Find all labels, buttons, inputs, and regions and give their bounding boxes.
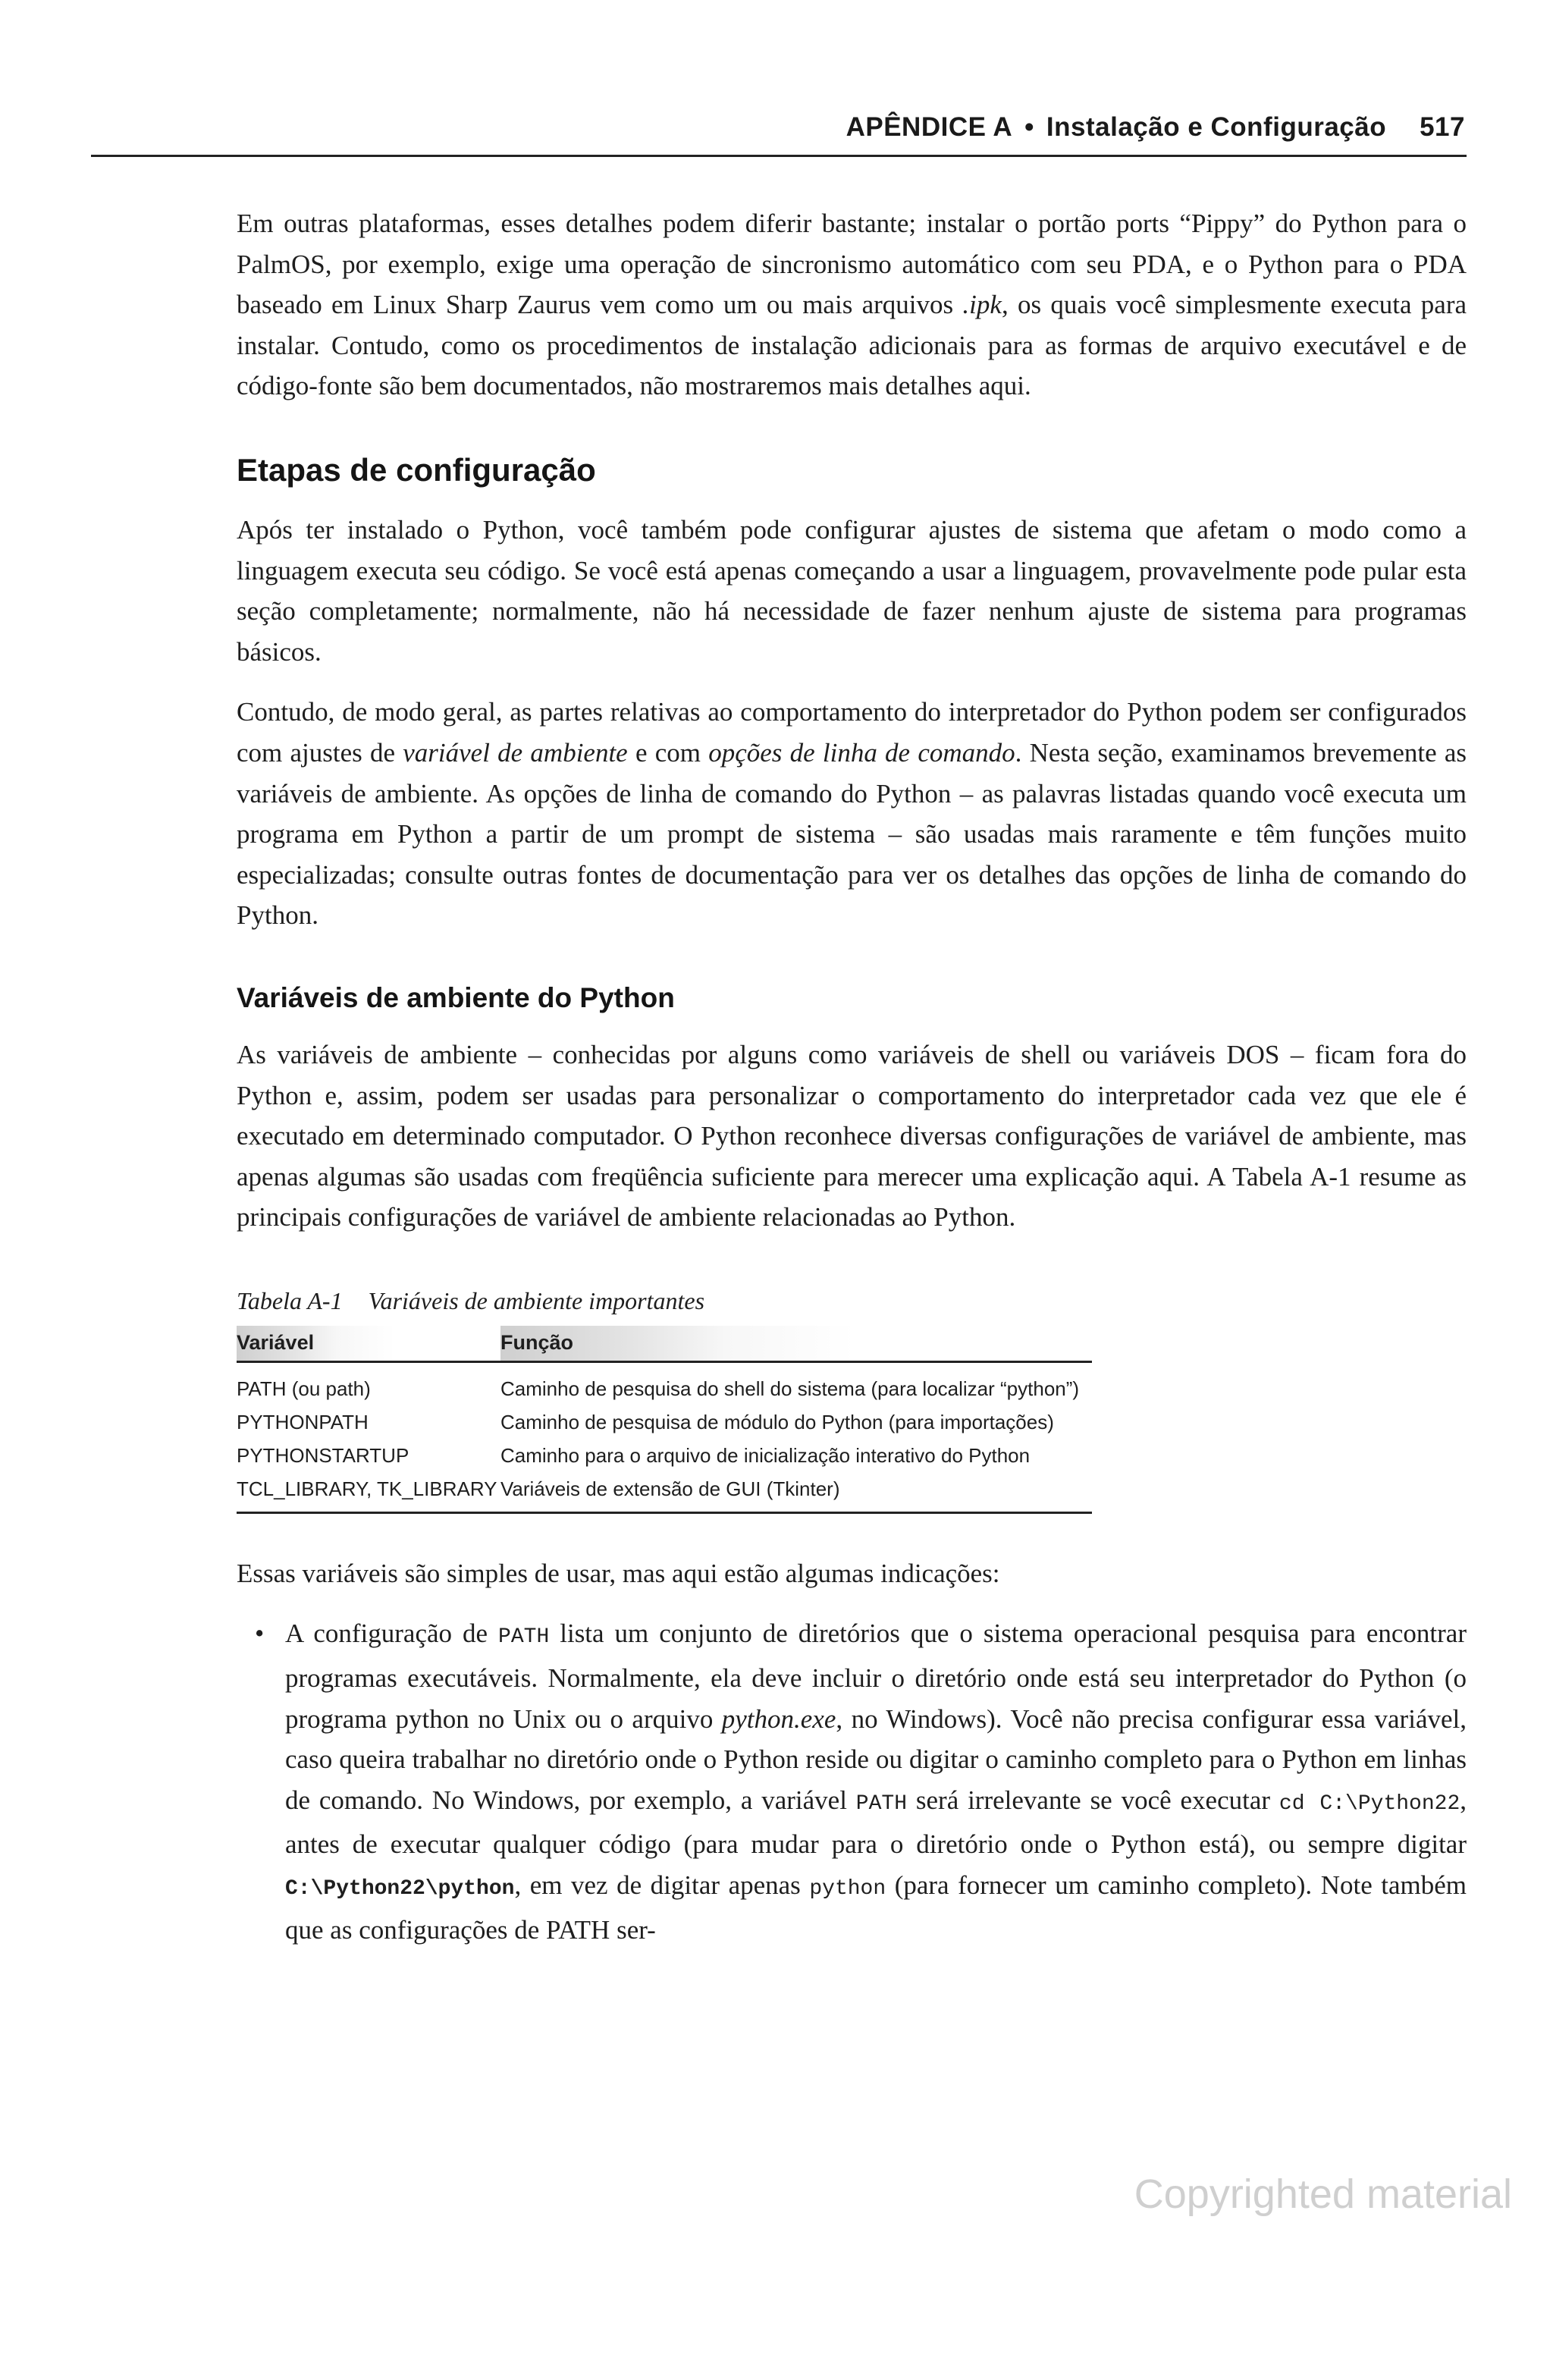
cell-function: Caminho de pesquisa do shell do sistema (para localizar “python”) <box>500 1377 1080 1400</box>
list-item <box>237 1613 1467 1950</box>
intro-ext-emphasis: .ipk <box>962 290 1002 320</box>
page-content <box>237 203 1467 1950</box>
subsection-heading: Variáveis de ambiente do Python <box>237 981 675 1013</box>
cell-function: Caminho para o arquivo de inicialização interativo do Python <box>500 1443 1031 1467</box>
section-paragraph-1: Após ter instalado o Python, você também pode configurar ajustes de sistema que afetam o modo como a linguagem executa seu código. Se você está apenas começando a usar a linguagem, provavelmente pode pular esta seção completamente; normalmente, não há necessidade de fazer nenhum ajuste de sistema para programas básicos. <box>237 514 1467 667</box>
bullet-text: lista um conjunto de diretórios que o sistema operacional pesquisa para encontrar programas executáveis. Normalmente, ela deve incluir o diretório onde está seu interpretador do Python (o programa python no Unix ou o arquivo <box>285 1619 1467 1734</box>
table-row <box>237 1472 1092 1513</box>
table-header-row <box>237 1326 1092 1362</box>
table-caption-label: Tabela A-1 <box>237 1286 343 1314</box>
header-appendix: APÊNDICE A <box>846 112 1013 142</box>
para2-emphasis-1: variável de ambiente <box>403 737 628 768</box>
table-caption-title: Variáveis de ambiente importantes <box>368 1286 705 1314</box>
table-row <box>237 1439 1092 1472</box>
section-heading: Etapas de configuração <box>237 451 596 488</box>
header-title: Instalação e Configuração <box>1046 112 1387 142</box>
code-path: PATH <box>498 1625 550 1650</box>
bullet-marker: • <box>255 1619 265 1649</box>
bullet-text: A configuração de <box>285 1619 499 1649</box>
bullet-text: , no Windows). Você não precisa configurar essa variável, caso queira trabalhar no diretório onde o Python reside ou digitar o caminho completo para o Python em linhas de comando. No Windows, por exemplo, a variável <box>285 1703 1467 1815</box>
subsection-paragraph: As variáveis de ambiente – conhecidas por alguns como variáveis de shell ou variáveis DOS – ficam fora do Python e, assim, podem ser usadas para personalizar o comportamento do interpretador cada vez que ele é executado em determinado computador. O Python reconhece diversas configurações de variável de ambiente, mas apenas algumas são usadas com freqüência suficiente para merecer uma explicação aqui. A Tabela A-1 resume as principais configurações de variável de ambiente relacionadas ao Python. <box>237 1039 1467 1232</box>
intro-paragraph <box>237 203 1467 407</box>
bullet-text: (para fornecer um caminho completo). Note também que as configurações de PATH ser- <box>285 1870 1467 1945</box>
table-caption <box>237 1283 1467 1318</box>
spacer <box>237 426 1467 447</box>
code-python-path: C:\Python22\python <box>285 1877 515 1901</box>
running-header <box>91 112 1467 157</box>
table-row <box>237 1361 1092 1405</box>
column-header-function: Função <box>500 1326 1092 1362</box>
cell-variable: PYTHONPATH <box>237 1410 369 1433</box>
para2-text-b: e com <box>627 737 709 768</box>
bullet-text: será irrelevante se você executar <box>907 1785 1279 1815</box>
page-number: 517 <box>1420 112 1465 142</box>
after-table-paragraph: Essas variáveis são simples de usar, mas aqui estão algumas indicações: <box>237 1558 1000 1588</box>
env-variables-table <box>237 1326 1092 1514</box>
copyright-watermark: Copyrighted material <box>1134 2171 1512 2217</box>
code-python: python <box>809 1877 886 1901</box>
section-paragraph-2 <box>237 692 1467 936</box>
para2-emphasis-2: opções de linha de comando <box>708 737 1015 768</box>
header-text <box>846 112 1465 143</box>
para2-text-a: Contudo, de modo geral, as partes relativas ao comportamento do interpretador do Python podem ser configurados com ajustes de <box>237 697 1467 768</box>
intro-text-1: Em outras plataformas, esses detalhes podem diferir bastante; instalar o portão ports “Pippy” do Python para o PalmOS, por exemplo, exige uma operação de sincronismo automático com seu PDA, e o Python para o PDA baseado em Linux Sharp Zaurus vem como um ou mais arquivos <box>237 209 1467 320</box>
column-header-variable: Variável <box>237 1326 500 1362</box>
bullet-text: , antes de executar qualquer código (para mudar para o diretório onde o Python está), ou sempre digitar <box>285 1785 1467 1860</box>
header-separator: • <box>1024 112 1034 142</box>
intro-text-2: , os quais você simplesmente executa para instalar. Contudo, como os procedimentos de instalação adicionais para as formas de arquivo executável e de código-fonte são bem documentados, não mostraremos mais detalhes aqui. <box>237 290 1467 401</box>
cell-variable: PATH (ou path) <box>237 1377 371 1400</box>
spacer <box>237 1258 1467 1283</box>
bullet-list <box>237 1613 1467 1950</box>
cell-variable: TCL_LIBRARY, TK_LIBRARY <box>237 1477 497 1500</box>
bullet-text: , em vez de digitar apenas <box>514 1870 810 1901</box>
para2-text-c: . Nesta seção, examinamos brevemente as variáveis de ambiente. As opções de linha de comando do Python – as palavras listadas quando você executa um programa em Python a partir de um prompt de sistema – são usadas mais raramente e têm funções muito especializadas; consulte outras fontes de documentação para ver os detalhes das opções de linha de comando do Python. <box>237 737 1467 931</box>
cell-function: Variáveis de extensão de GUI (Tkinter) <box>500 1477 840 1500</box>
code-path: PATH <box>855 1791 908 1816</box>
code-cd-command: cd C:\Python22 <box>1278 1791 1460 1816</box>
cell-variable: PYTHONSTARTUP <box>237 1443 409 1467</box>
bullet-emphasis: python.exe <box>721 1703 836 1734</box>
spacer <box>237 956 1467 977</box>
table-row <box>237 1405 1092 1439</box>
cell-function: Caminho de pesquisa de módulo do Python (para importações) <box>500 1410 1054 1433</box>
